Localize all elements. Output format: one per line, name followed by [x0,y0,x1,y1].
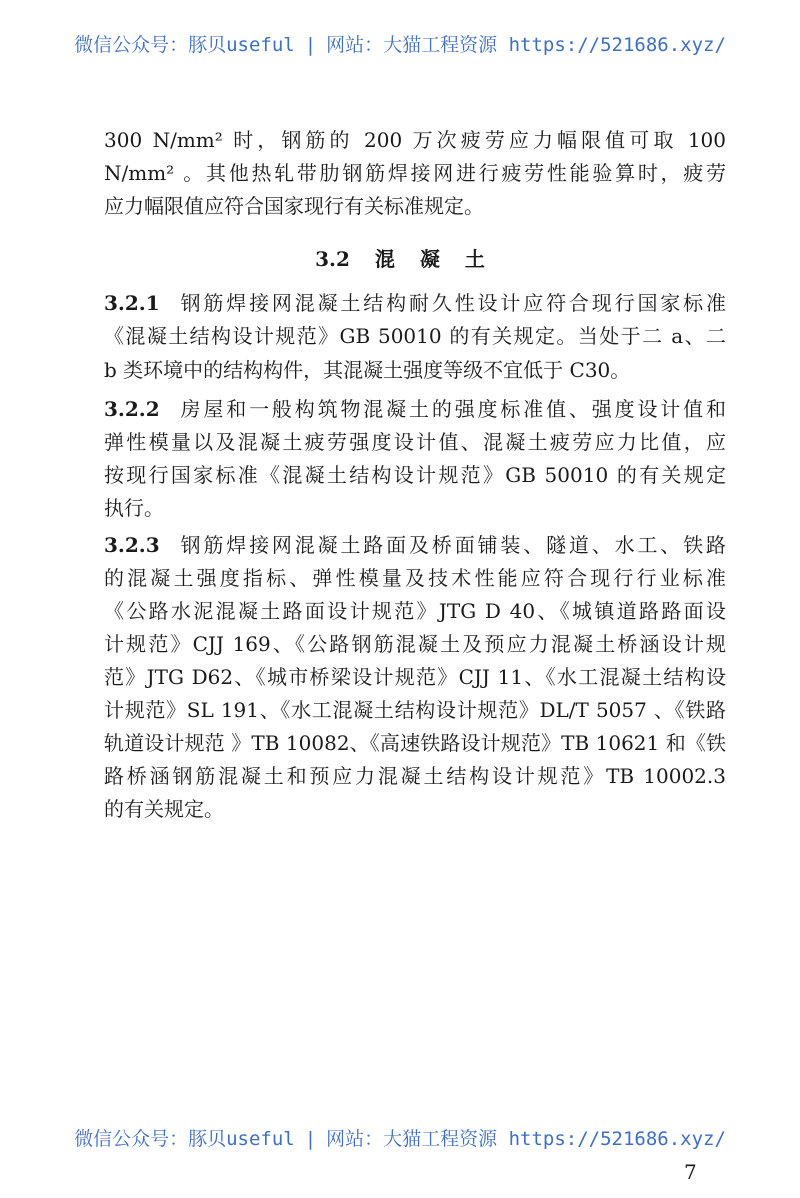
clause-text: 钢筋焊接网混凝土路面及桥面铺装、隧道、水工、铁路 [177,533,726,557]
watermark-separator: | [304,1128,317,1150]
clause-line: 弹性模量以及混凝土疲劳强度设计值、混凝土疲劳应力比值，应 [104,430,726,454]
watermark-site: 网站：大猫工程资源 https://521686.xyz/ [326,34,726,56]
section-heading [0,243,800,272]
clause-line: 按现行国家标准《混凝土结构设计规范》GB 50010 的有关规定 [104,463,726,487]
intro-line: 应力幅限值应符合国家现行有关标准规定。 [104,194,484,218]
watermark-footer [0,1124,800,1151]
clause-line: 路桥涵钢筋混凝土和预应力混凝土结构设计规范》TB 10002.3 [104,764,726,788]
clause-number: 3.2.2 [104,397,160,421]
clause-line: 《混凝土结构设计规范》GB 50010 的有关规定。当处于二 a、二 [104,324,726,348]
watermark-account: 微信公众号：豚贝useful [74,1128,295,1150]
clause-line: 《公路水泥混凝土路面设计规范》JTG D 40、《城镇道路路面设 [104,599,726,623]
watermark-header [0,30,800,57]
section-title-char: 凝 [419,247,440,271]
watermark-site: 网站：大猫工程资源 https://521686.xyz/ [326,1128,726,1150]
clause-number: 3.2.1 [104,291,160,315]
section-number: 3.2 [315,247,350,271]
intro-line: 300 N/mm² 时，钢筋的 200 万次疲劳应力幅限值可取 100 [104,128,726,152]
clause-line: 计规范》SL 191、《水工混凝土结构设计规范》DL/T 5057 、《铁路 [104,698,726,722]
clause-number: 3.2.3 [104,533,160,557]
clause-line: 范》JTG D62、《城市桥梁设计规范》CJJ 11、《水工混凝土结构设 [104,665,726,689]
clause-line: 的有关规定。 [104,797,224,821]
clause-text: 房屋和一般构筑物混凝土的强度标准值、强度设计值和 [177,397,726,421]
section-title-char: 混 [374,247,395,271]
clause-3-2-3-line [104,532,726,558]
clause-line: 轨道设计规范 》TB 10082、《高速铁路设计规范》TB 10621 和《铁 [104,731,726,755]
section-title-char: 土 [464,247,485,271]
watermark-separator: | [304,34,317,56]
watermark-account: 微信公众号：豚贝useful [74,34,295,56]
clause-3-2-1-line [104,290,726,316]
clause-line: b 类环境中的结构构件，其混凝土强度等级不宜低于 C30。 [104,358,631,382]
clause-line: 的混凝土强度指标、弹性模量及技术性能应符合现行行业标准 [104,566,726,590]
clause-line: 计规范》CJJ 169、《公路钢筋混凝土及预应力混凝土桥涵设计规 [104,632,726,656]
clause-text: 钢筋焊接网混凝土结构耐久性设计应符合现行国家标准 [177,291,726,315]
intro-line: N/mm² 。其他热轧带肋钢筋焊接网进行疲劳性能验算时，疲劳 [104,161,726,185]
clause-3-2-2-line [104,396,726,422]
clause-line: 执行。 [104,496,164,520]
page-number: 7 [684,1160,697,1184]
